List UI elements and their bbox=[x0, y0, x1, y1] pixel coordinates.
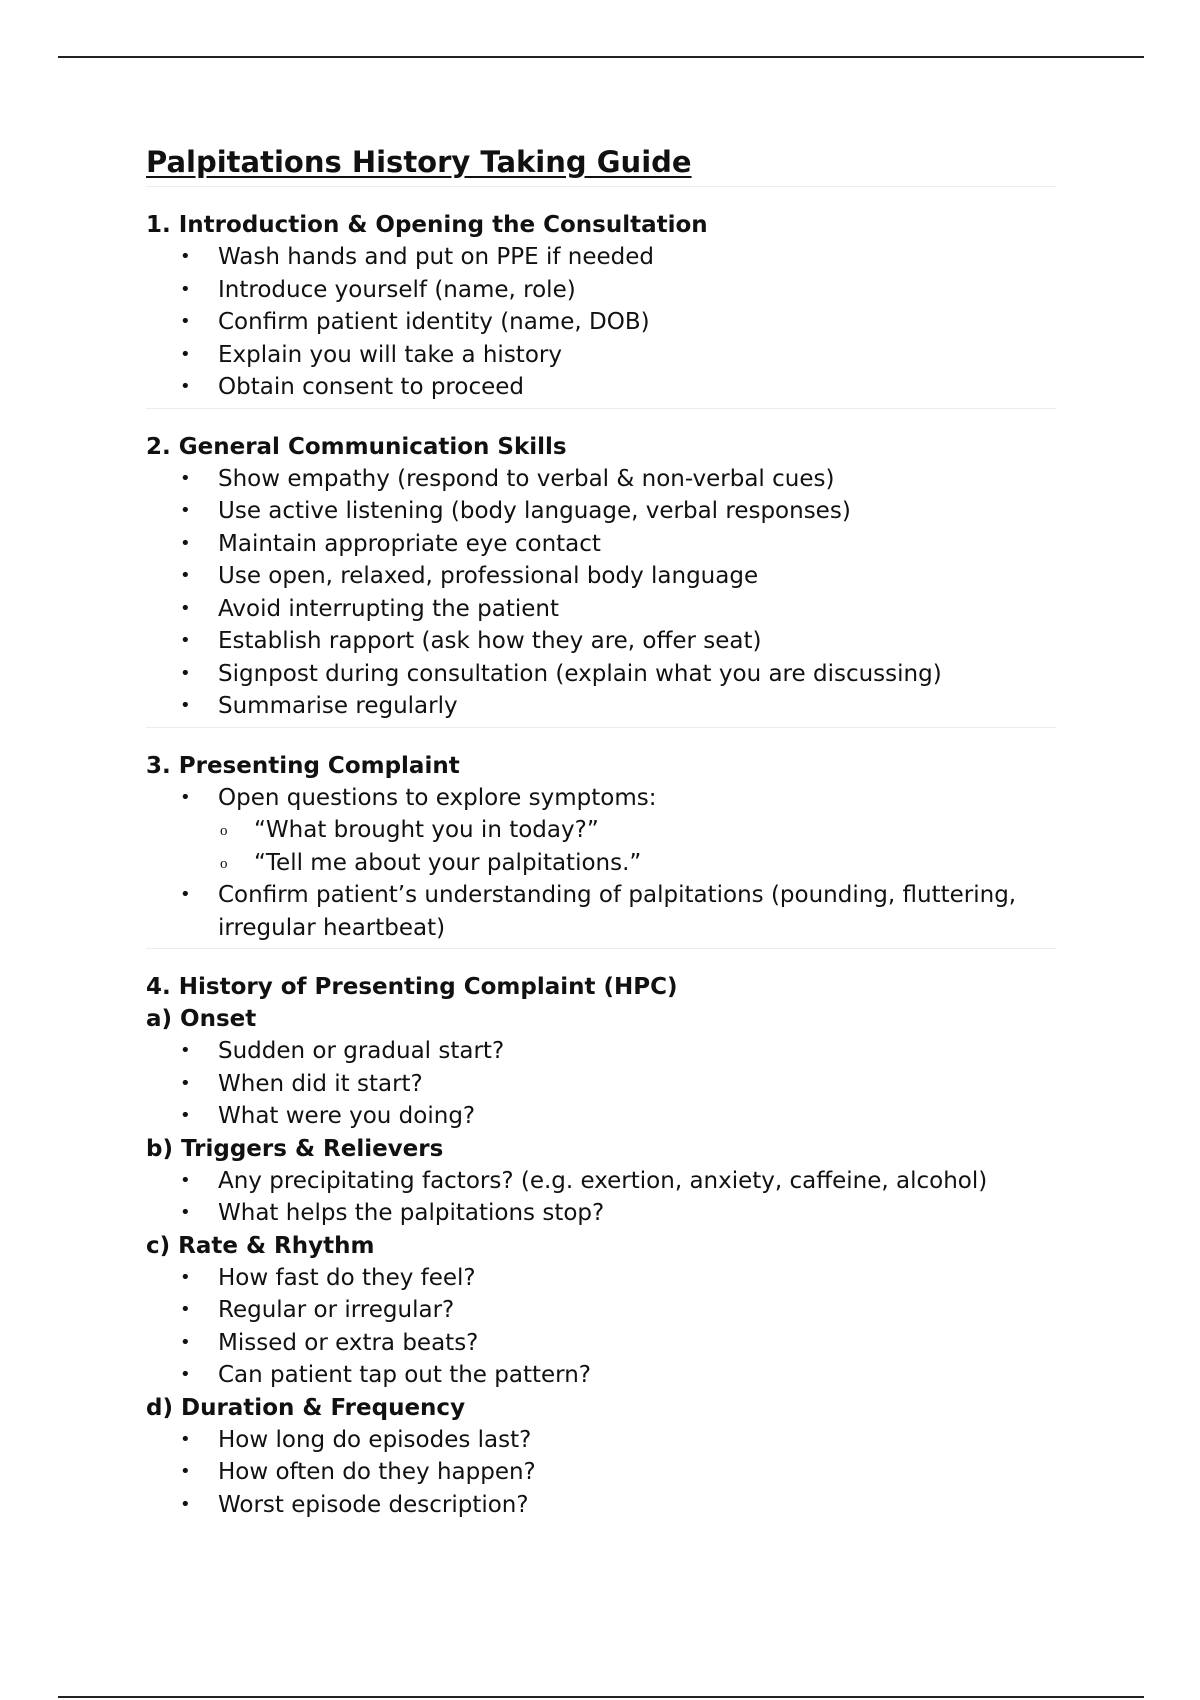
section-heading: 1. Introduction & Opening the Consultation bbox=[146, 212, 708, 238]
list-item: • Use active listening (body language, verbal responses) bbox=[146, 495, 1056, 528]
sub-list-item: o “What brought you in today?” bbox=[218, 814, 1056, 847]
list-item: • Establish rapport (ask how they are, offer seat) bbox=[146, 625, 1056, 658]
list-item: • Explain you will take a history bbox=[146, 339, 1056, 372]
section-heading: 2. General Communication Skills bbox=[146, 433, 567, 460]
section-communication-skills bbox=[146, 431, 1056, 723]
section-divider bbox=[146, 408, 1056, 409]
list-item: • Introduce yourself (name, role) bbox=[146, 274, 1056, 307]
section-divider bbox=[146, 727, 1056, 728]
list-item: • Any precipitating factors? (e.g. exertion, anxiety, caffeine, alcohol) bbox=[146, 1165, 1056, 1198]
page-title: Palpitations History Taking Guide bbox=[146, 145, 692, 179]
subsection-heading-onset: a) Onset bbox=[146, 1006, 257, 1032]
list-item: • Use open, relaxed, professional body language bbox=[146, 560, 1056, 593]
header-rule bbox=[58, 56, 1144, 58]
bullet-list bbox=[146, 1035, 1056, 1133]
list-item: • Wash hands and put on PPE if needed bbox=[146, 241, 1056, 274]
section-divider bbox=[146, 948, 1056, 949]
list-item: • How long do episodes last? bbox=[146, 1424, 1056, 1457]
subsection-heading-duration: d) Duration & Frequency bbox=[146, 1394, 466, 1421]
section-hpc bbox=[146, 971, 1056, 1521]
sub-list-item: o “Tell me about your palpitations.” bbox=[218, 847, 1056, 880]
section-heading: 4. History of Presenting Complaint (HPC) bbox=[146, 974, 678, 1000]
list-item: • Confirm patient’s understanding of palpitations (pounding, fluttering, irregular heartbeat) bbox=[146, 879, 1056, 944]
list-item bbox=[146, 782, 1056, 880]
title-divider bbox=[146, 186, 1056, 187]
subsection-heading-rate-rhythm: c) Rate & Rhythm bbox=[146, 1232, 375, 1259]
bullet-list bbox=[146, 782, 1056, 945]
list-item: • Summarise regularly bbox=[146, 690, 1056, 723]
list-item: • Show empathy (respond to verbal & non-verbal cues) bbox=[146, 463, 1056, 496]
subsection-heading-triggers: b) Triggers & Relievers bbox=[146, 1135, 444, 1162]
footer-rule bbox=[58, 1696, 1144, 1698]
list-item: • Can patient tap out the pattern? bbox=[146, 1359, 1056, 1392]
list-item: • What were you doing? bbox=[146, 1100, 1056, 1133]
bullet-list bbox=[146, 241, 1056, 404]
list-item: • Missed or extra beats? bbox=[146, 1327, 1056, 1360]
sub-bullet-list bbox=[218, 814, 1056, 879]
list-item: • Signpost during consultation (explain what you are discussing) bbox=[146, 658, 1056, 691]
bullet-list bbox=[146, 463, 1056, 723]
section-heading: 3. Presenting Complaint bbox=[146, 752, 460, 779]
document-body bbox=[146, 142, 1056, 1521]
bullet-list bbox=[146, 1262, 1056, 1392]
list-item: • Obtain consent to proceed bbox=[146, 371, 1056, 404]
list-item: • When did it start? bbox=[146, 1068, 1056, 1101]
section-presenting-complaint bbox=[146, 750, 1056, 945]
list-item: • Worst episode description? bbox=[146, 1489, 1056, 1522]
list-item: • Confirm patient identity (name, DOB) bbox=[146, 306, 1056, 339]
bullet-list bbox=[146, 1424, 1056, 1522]
list-item: • How often do they happen? bbox=[146, 1456, 1056, 1489]
bullet-list bbox=[146, 1165, 1056, 1230]
list-item: • Avoid interrupting the patient bbox=[146, 593, 1056, 626]
section-introduction bbox=[146, 209, 1056, 404]
list-item: • Sudden or gradual start? bbox=[146, 1035, 1056, 1068]
list-item: • Regular or irregular? bbox=[146, 1294, 1056, 1327]
list-item-text: Open questions to explore symptoms: bbox=[218, 784, 657, 811]
list-item: • How fast do they feel? bbox=[146, 1262, 1056, 1295]
list-item: • What helps the palpitations stop? bbox=[146, 1197, 1056, 1230]
list-item: • Maintain appropriate eye contact bbox=[146, 528, 1056, 561]
